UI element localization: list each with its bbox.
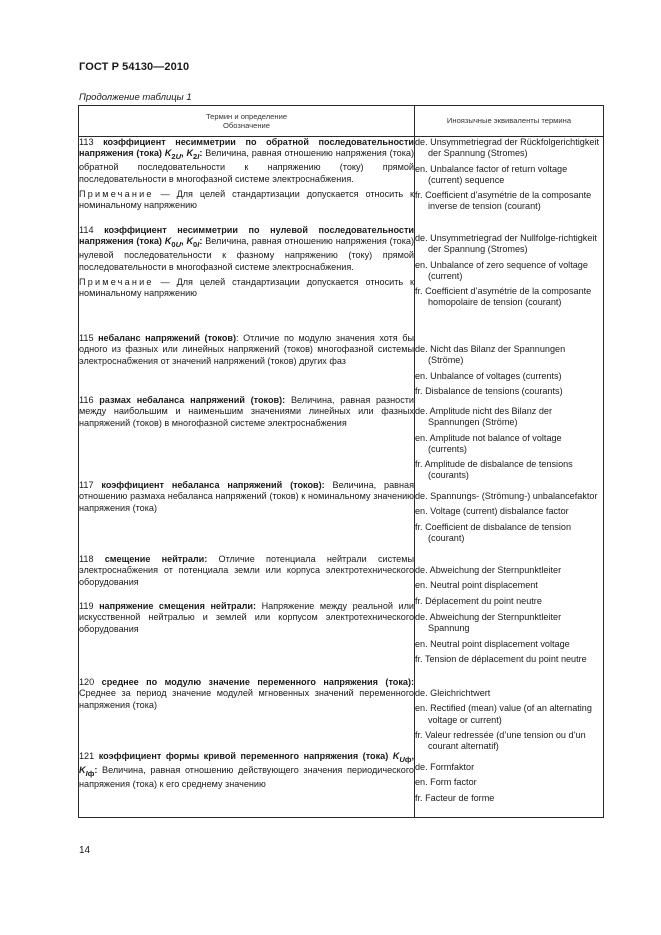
entry-115-term: небаланс напряжений (токов) bbox=[98, 333, 237, 343]
entry-120-text: 120 среднее по модулю значение переменного напряжения (тока): Среднее за период значение модулей мгновенных значений переменного напряжения (тока) bbox=[79, 677, 414, 710]
entry-113-definition: Величина, равная отношению напряжения (тока) обратной последовательности к напряжению (току) прямой последовательности в многофазной системе электроснабжения. bbox=[79, 148, 415, 184]
equivalent-fr: fr. Déplacement du point neutre bbox=[415, 595, 542, 606]
equivalents-116 bbox=[415, 406, 603, 491]
equivalents-119 bbox=[415, 612, 603, 688]
equivalent-fr: fr. Coefficient d’asymétrie de la composante inverse de tension (courant) bbox=[415, 190, 592, 212]
equivalent-de: de. Formfaktor bbox=[415, 762, 475, 772]
equivalent-fr: fr. Tension de déplacement du point neutre bbox=[415, 653, 587, 664]
entry-116-definition: Величина, равная разности между наибольшим и наименьшим значениями линейных или фазных напряжений (токов) в многофазной системе электроснабжения bbox=[79, 395, 415, 428]
equivalents-113 bbox=[415, 137, 603, 233]
column-header-equivalents: Иноязычные эквиваленты термина bbox=[415, 106, 604, 137]
equivalent-fr: fr. Amplitude de disbalance de tensions (courants) bbox=[415, 459, 573, 481]
equivalent-en: en. Neutral point displacement bbox=[415, 580, 538, 591]
entry-119-definition: Напряжение между реальной или искусственной нейтралью и землей или корпусом электротехнического оборудования bbox=[79, 601, 414, 634]
entry-117-text: 117 коэффициент небаланса напряжений (токов): Величина, равная отношению размаха небаланса напряжений (токов) к номинальному значению напряжения (тока) bbox=[79, 480, 415, 513]
entry-113-term: коэффициент несимметрии по обратной последовательности напряжения (тока) bbox=[79, 137, 414, 159]
equivalent-fr: fr. Coefficient d’asymétrie de la composante homopolaire de tension (courant) bbox=[415, 286, 592, 308]
table-header-row bbox=[79, 106, 604, 137]
equivalent-fr: fr. Coefficient de disbalance de tension (courant) bbox=[415, 521, 572, 543]
entry-120-term: среднее по модулю значение переменного напряжения (тока): bbox=[101, 677, 414, 687]
equivalent-en: en. Rectified (mean) value (of an alternating voltage or current) bbox=[415, 703, 592, 725]
entry-115 bbox=[79, 333, 414, 395]
table-row bbox=[79, 137, 604, 818]
table-continuation-caption: Продолжение таблицы 1 bbox=[79, 92, 192, 103]
equivalents-120 bbox=[415, 688, 603, 762]
equivalent-de: de. Nicht das Bilanz der Spannungen (Ströme) bbox=[415, 344, 566, 366]
entry-118-definition: Отличие потенциала нейтрали системы электроснабжения от потенциала земли или корпуса электротехнического оборудования bbox=[79, 554, 415, 587]
equivalent-en: en. Amplitude not balance of voltage (currents) bbox=[415, 432, 562, 454]
column-header-term-line1: Термин и определение bbox=[205, 111, 288, 121]
terms-table bbox=[78, 105, 604, 818]
entry-114-text: 114 коэффициент несимметрии по нулевой последовательности напряжения (тока) $K_{0U}$, $K_{0I}$: Величина, равная отношению напряжения (тока) нулевой последовательности к фазному напряжению (току) прямой последовательности в многофазной системе электроснабжения. bbox=[79, 225, 415, 272]
standard-code: ГОСТ Р 54130—2010 bbox=[79, 61, 190, 73]
entry-118-term: смещение нейтрали: bbox=[104, 554, 208, 564]
entry-114 bbox=[79, 225, 414, 333]
entry-114-term: коэффициент несимметрии по нулевой последовательности напряжения (тока) bbox=[79, 225, 414, 247]
equivalent-de: de. Gleichrichtwert bbox=[415, 688, 491, 698]
equivalent-en: en. Unbalance factor of return voltage (current) sequence bbox=[415, 163, 568, 185]
equivalents-cell bbox=[415, 137, 604, 818]
entry-117-definition: Величина, равная отношению размаха небаланса напряжений (токов) к номинальному значению напряжения (тока) bbox=[79, 480, 415, 513]
entry-117-term: коэффициент небаланса напряжений (токов): bbox=[101, 480, 325, 490]
equivalents-117 bbox=[415, 491, 603, 565]
equivalent-de: de. Spannungs- (Strömung-) unbalancefaktor bbox=[415, 491, 598, 501]
entry-115-definition: Отличие по модулю значения хотя бы одного из фазных или линейных напряжений (токов) многофазной системы электроснабжения от значений напряжений (токов) других фаз bbox=[79, 333, 415, 366]
entry-115-text: 115 небаланс напряжений (токов): Отличие по модулю значения хотя бы одного из фазных или линейных напряжений (токов) многофазной системы электроснабжения от значений напряжений (токов) других фаз bbox=[79, 333, 415, 366]
column-header-term-line2: Обозначение bbox=[223, 121, 270, 130]
entry-121-term: коэффициент формы кривой переменного напряжения (тока) bbox=[98, 751, 389, 761]
entry-121-text: 121 коэффициент формы кривой переменного напряжения (тока) $K_{Uф}$, $K_{Iф}$: Величина, равная отношению действующего значения периодического напряжения (тока) к его среднему значению bbox=[79, 751, 415, 790]
equivalent-de: de. Unsymmetriegrad der Nullfolge-richtigkeit der Spannung (Stromes) bbox=[415, 233, 597, 255]
equivalent-de: de. Amplitude nicht des Bilanz der Spannungen (Ströme) bbox=[415, 406, 552, 428]
entry-119-text: 119 напряжение смещения нейтрали: Напряжение между реальной или искусственной нейтралью и землей или корпусом электротехнического оборудования bbox=[79, 601, 414, 634]
entry-113 bbox=[79, 137, 414, 225]
entry-113-text: 113 коэффициент несимметрии по обратной последовательности напряжения (тока) $K_{2U}$, $K_{2I}$: Величина, равная отношению напряжения (тока) обратной последовательности к напряжению (току) прямой последовательности в многофазной системе электроснабжения. bbox=[79, 137, 415, 184]
equivalent-fr: fr. Valeur redressée (d’une tension ou d’un courant alternatif) bbox=[415, 729, 586, 752]
equivalent-en: en. Neutral point displacement voltage bbox=[415, 638, 570, 649]
equivalent-fr: fr. Disbalance de tensions (courants) bbox=[415, 385, 563, 396]
equivalents-118 bbox=[415, 565, 603, 612]
entry-116 bbox=[79, 395, 414, 480]
entry-113-note: Примечание — Для целей стандартизации допускается относить к номинальному напряжению bbox=[79, 189, 414, 211]
entry-121-definition: Величина, равная отношению действующего значения периодического напряжения (тока) к его среднему значению bbox=[79, 765, 414, 790]
equivalents-115 bbox=[415, 344, 603, 406]
terms-cell bbox=[79, 137, 415, 818]
entry-118-text: 118 смещение нейтрали: Отличие потенциала нейтрали системы электроснабжения от потенциала земли или корпуса электротехнического оборудования bbox=[79, 554, 415, 587]
equivalent-en: en. Unbalance of voltages (currents) bbox=[415, 370, 562, 381]
entry-118 bbox=[79, 554, 414, 601]
equivalent-fr: fr. Facteur de forme bbox=[415, 792, 495, 803]
entry-119 bbox=[79, 601, 414, 677]
entry-117 bbox=[79, 480, 414, 554]
entry-116-term: размах небаланса напряжений (токов): bbox=[99, 395, 286, 405]
entry-121 bbox=[79, 751, 414, 791]
equivalent-de: de. Abweichung der Sternpunktleiter Spannung bbox=[415, 612, 562, 634]
page-number: 14 bbox=[79, 845, 91, 856]
column-header-term bbox=[79, 106, 415, 137]
equivalent-de: de. Unsymmetriegrad der Rückfolgerichtigkeit der Spannung (Stromes) bbox=[415, 137, 599, 159]
equivalents-114 bbox=[415, 233, 603, 344]
entry-119-term: напряжение смещения нейтрали: bbox=[99, 601, 257, 611]
equivalent-en: en. Voltage (current) disbalance factor bbox=[415, 506, 569, 517]
entry-114-definition: Величина, равная отношению напряжения (тока) нулевой последовательности к фазному напряжению (току) прямой последовательности в многофазной системе электроснабжения. bbox=[79, 236, 415, 272]
equivalent-en: en. Form factor bbox=[415, 777, 477, 788]
entry-120-definition: Среднее за период значение модулей мгновенных значений переменного напряжения (тока) bbox=[79, 688, 414, 710]
equivalents-121 bbox=[415, 762, 603, 804]
entry-120 bbox=[79, 677, 414, 751]
entry-114-note: Примечание — Для целей стандартизации допускается относить к номинальному напряжению bbox=[79, 277, 414, 299]
equivalent-de: de. Abweichung der Sternpunktleiter bbox=[415, 565, 562, 575]
equivalent-en: en. Unbalance of zero sequence of voltage (current) bbox=[415, 259, 588, 281]
entry-116-text: 116 размах небаланса напряжений (токов): Величина, равная разности между наибольшим и наименьшим значениями линейных или фазных напряжений (токов) в многофазной системе электроснабжения bbox=[79, 395, 415, 428]
